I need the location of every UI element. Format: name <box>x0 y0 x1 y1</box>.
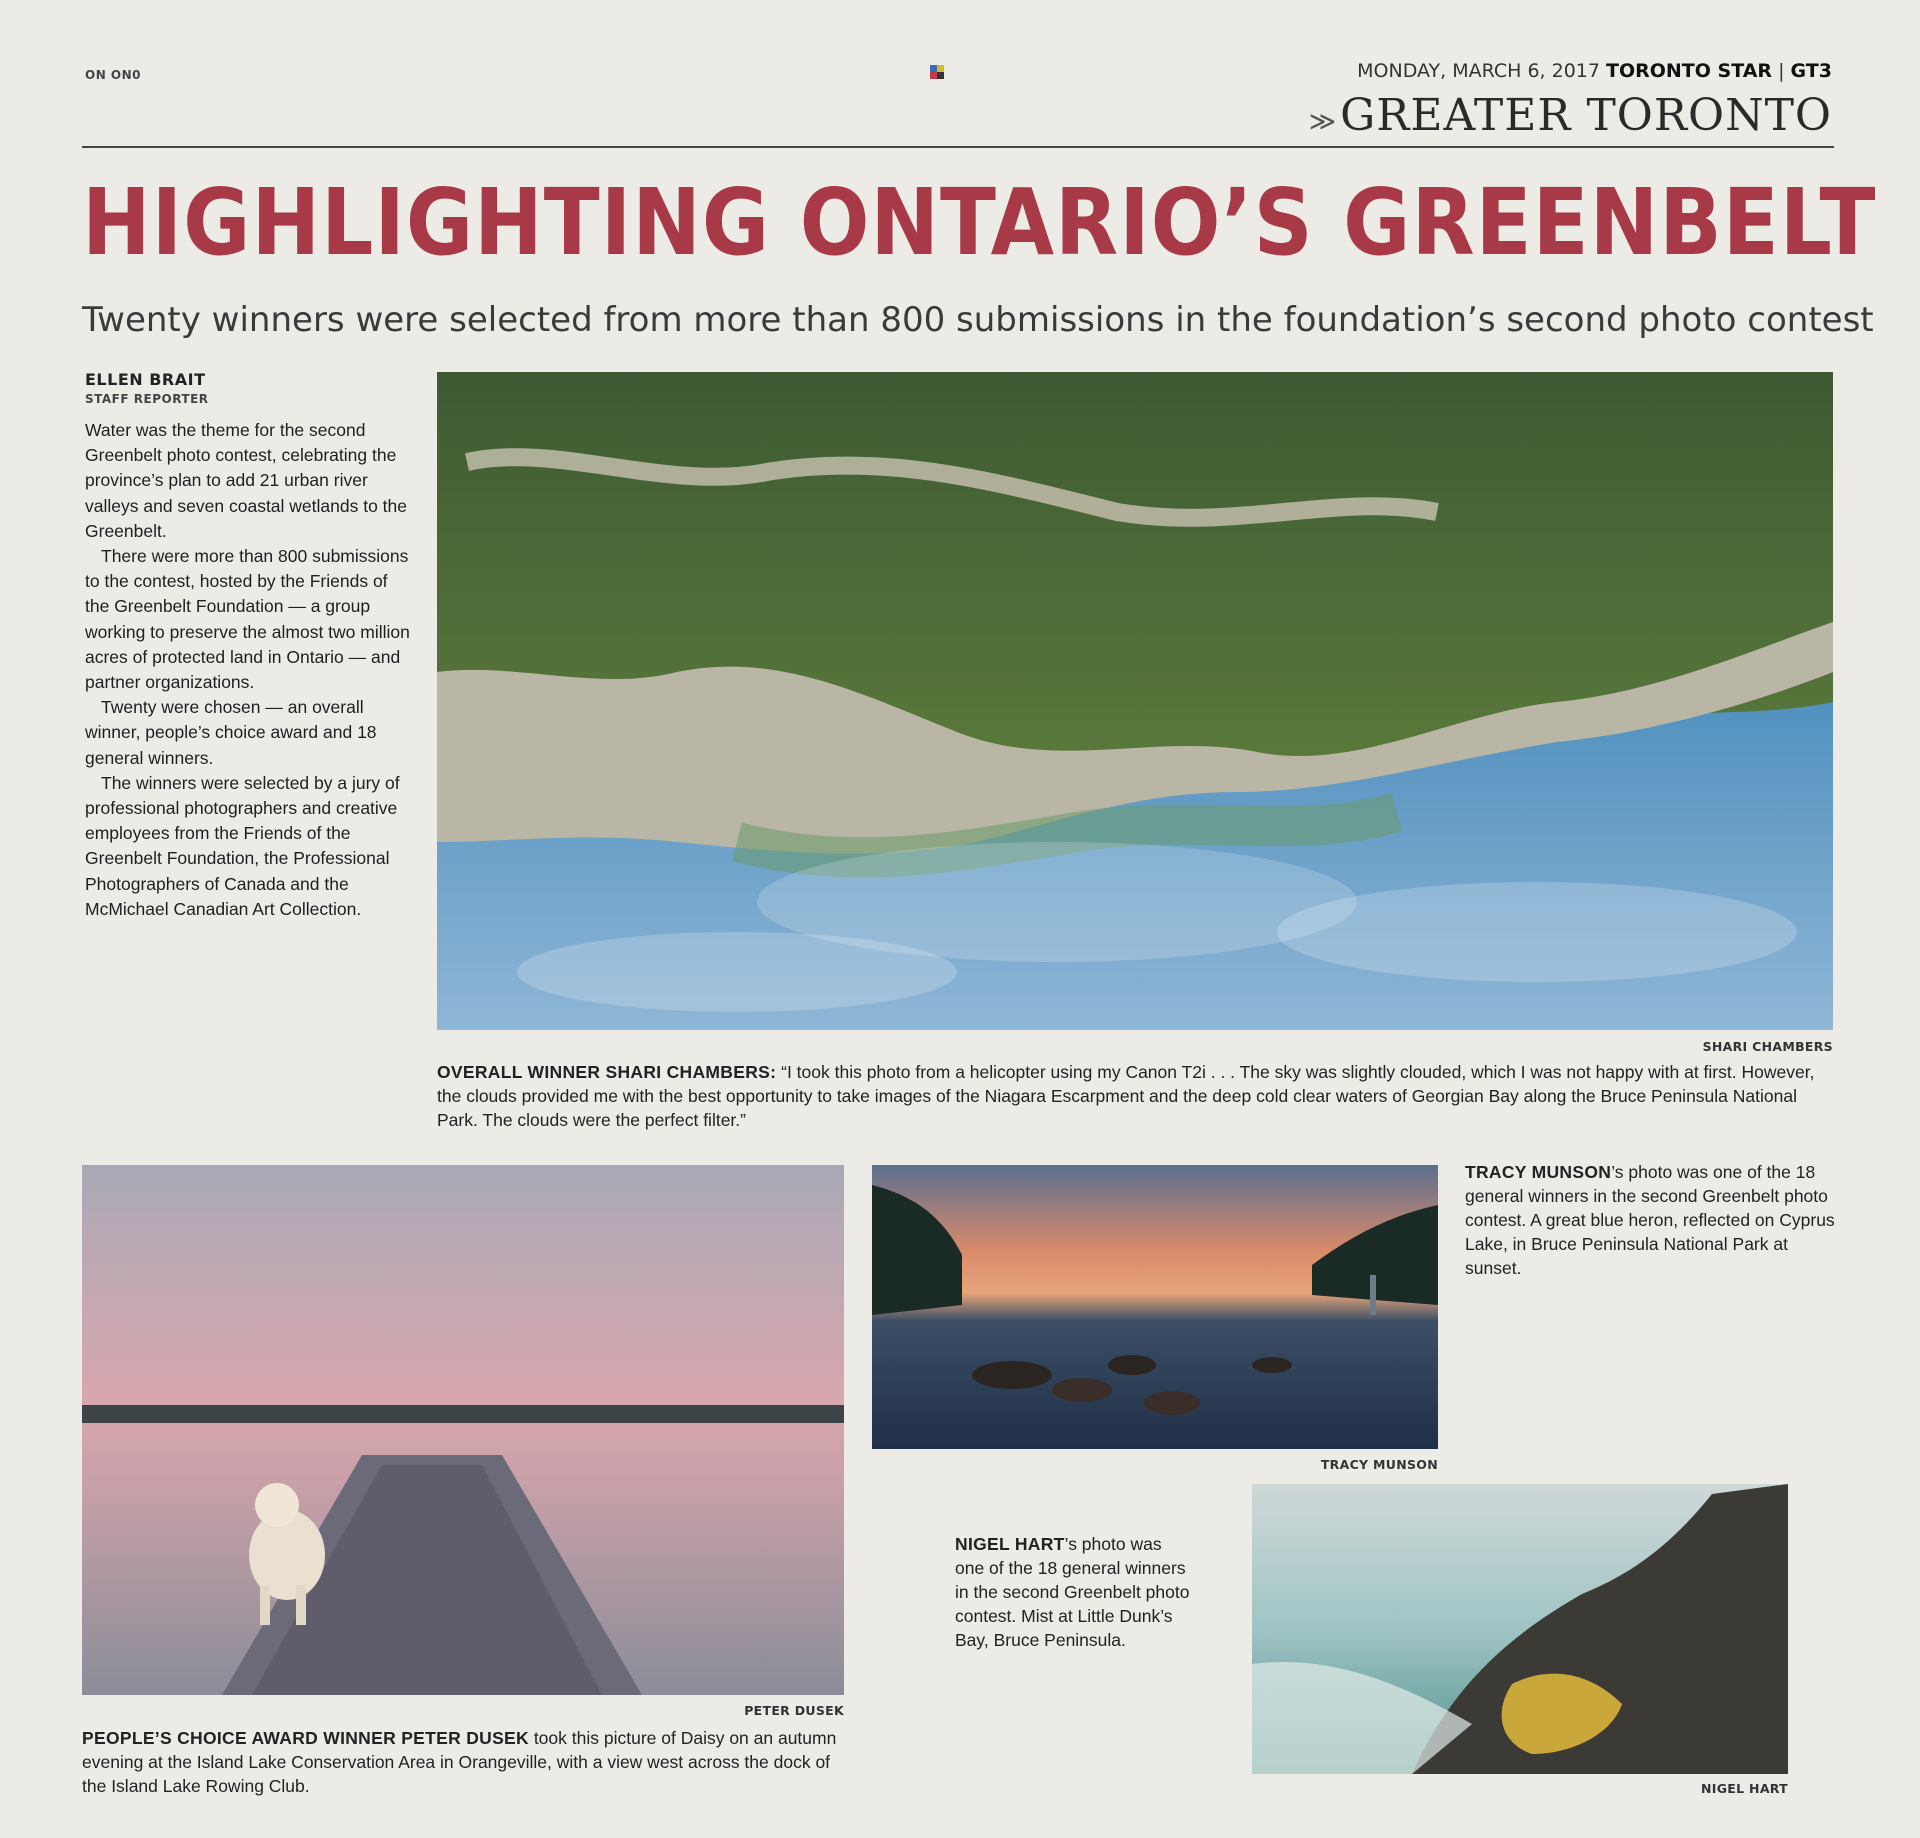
headline: HIGHLIGHTING ONTARIO’S GREENBELT <box>82 170 1877 277</box>
paper-name: TORONTO STAR <box>1606 60 1773 82</box>
main-photo-escarpment <box>437 372 1833 1030</box>
caption-lead: OVERALL WINNER SHARI CHAMBERS: <box>437 1062 777 1082</box>
caption-lead: NIGEL HART <box>955 1534 1065 1554</box>
article-paragraph: The winners were selected by a jury of professional photographers and creative employees from the Friends of the Greenbelt Foundation, the Professional Photographers of Canada and the McMichael Canadian Art Collection. <box>85 772 400 919</box>
heron-photo <box>872 1165 1438 1449</box>
main-photo-caption <box>437 1060 1833 1132</box>
page-code: ON ON0 <box>85 68 142 82</box>
section-rule <box>82 146 1834 148</box>
dateline <box>1357 60 1832 82</box>
dock-photo-caption <box>82 1726 844 1798</box>
article-paragraph: Water was the theme for the second Greenbelt photo contest, celebrating the province’s plan to add 21 urban river valleys and seven coastal wetlands to the Greenbelt. <box>85 420 407 541</box>
caption-lead: PEOPLE’S CHOICE AWARD WINNER PETER DUSEK <box>82 1728 529 1748</box>
shore-photo-credit: NIGEL HART <box>1701 1781 1788 1796</box>
byline-name: ELLEN BRAIT <box>85 370 206 389</box>
caption-text: “I took this photo from a helicopter using my Canon T2i . . . The sky was slightly clouded, which I was not happy with at first. However, the clouds provided me with the best opportunity to take images of the Niagara Escarpment and the deep cold clear waters of Georgian Bay along the Bruce Peninsula National Park. The clouds were the perfect filter.” <box>437 1062 1815 1130</box>
article-paragraph: There were more than 800 submissions to the contest, hosted by the Friends of the Greenbelt Foundation — a group working to preserve the almost two million acres of protected land in Ontario — and partner organizations. <box>85 546 410 693</box>
article-body <box>85 418 410 922</box>
shore-photo-caption <box>955 1532 1195 1652</box>
dock-photo-credit: PETER DUSEK <box>744 1703 844 1718</box>
heron-photo-credit: TRACY MUNSON <box>1320 1457 1438 1472</box>
section-arrow-icon: ≫ <box>1308 107 1337 137</box>
caption-text: ’s photo was one of the 18 general winners in the second Greenbelt photo contest. Mist at Little Dunk’s Bay, Bruce Peninsula. <box>955 1534 1190 1650</box>
section-header <box>1309 90 1832 141</box>
issue-date: MONDAY, MARCH 6, 2017 <box>1357 60 1600 82</box>
article-paragraph: Twenty were chosen — an overall winner, people’s choice award and 18 general winners. <box>85 697 377 768</box>
section-name: GREATER TORONTO <box>1340 90 1832 141</box>
byline-role: STAFF REPORTER <box>85 392 209 406</box>
dateline-divider: | <box>1778 60 1791 82</box>
dock-photo <box>82 1165 844 1695</box>
heron-photo-caption <box>1465 1160 1837 1280</box>
shore-photo <box>1252 1484 1788 1774</box>
caption-text: took this picture of Daisy on an autumn evening at the Island Lake Conservation Area in Orangeville, with a view west across the dock of the Island Lake Rowing Club. <box>82 1728 837 1796</box>
caption-lead: TRACY MUNSON <box>1465 1162 1612 1182</box>
main-photo-credit: SHARI CHAMBERS <box>1702 1039 1833 1054</box>
caption-text: ’s photo was one of the 18 general winners in the second Greenbelt photo contest. A great blue heron, reflected on Cyprus Lake, in Bruce Peninsula National Park at sunset. <box>1465 1162 1835 1278</box>
subheadline: Twenty winners were selected from more than 800 submissions in the foundation’s second photo contest <box>82 300 1874 340</box>
page-number: GT3 <box>1790 60 1832 82</box>
registration-mark-icon <box>930 64 944 78</box>
